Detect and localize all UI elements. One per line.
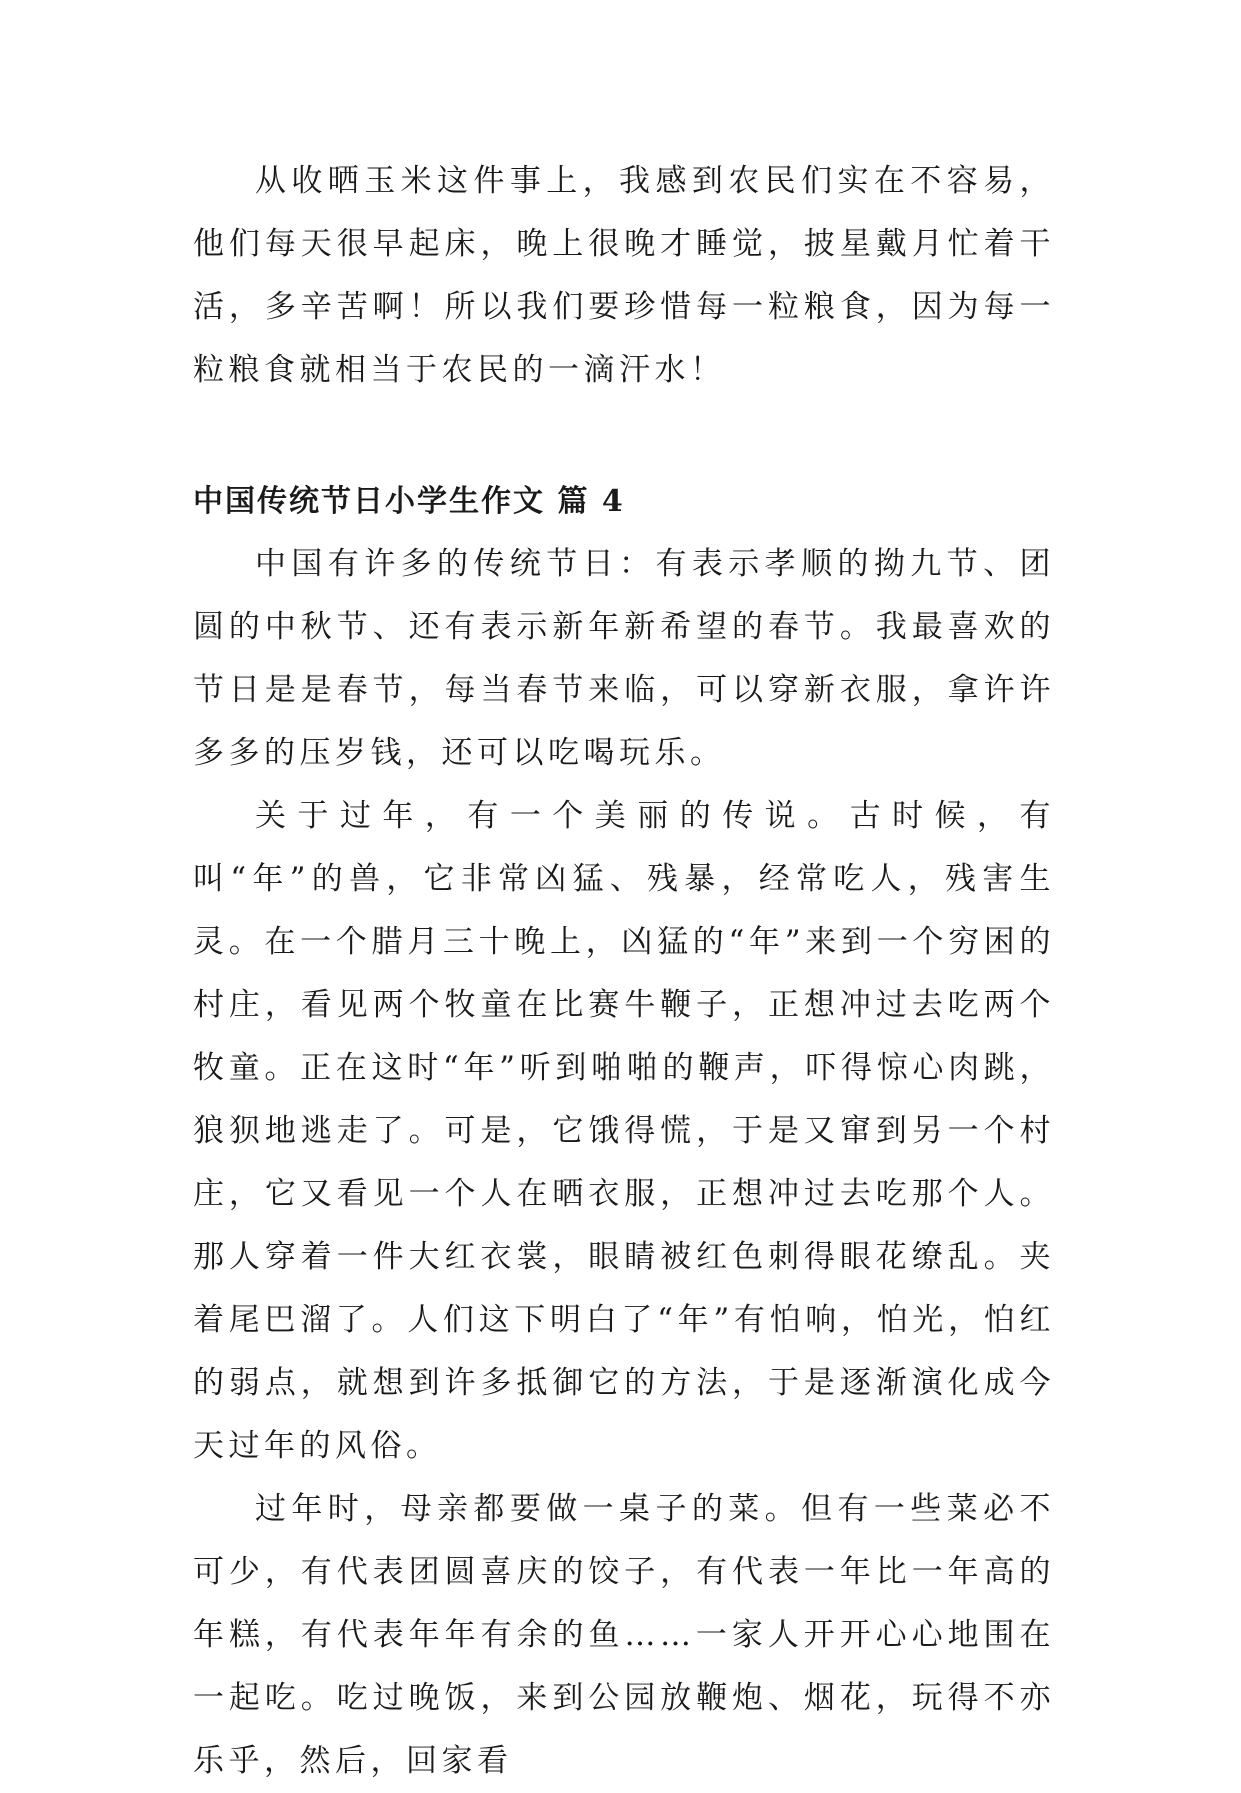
- body-paragraph-3: 过年时，母亲都要做一桌子的菜。但有一些菜必不可少，有代表团圆喜庆的饺子，有代表一年比一年高的年糕，有代表年年有余的鱼……一家人开开心心地围在一起吃。吃过晚饭，来到公园放鞭炮、烟花，玩得不亦乐乎，然后，回家看: [193, 1491, 1055, 1779]
- document-page: [193, 150, 1055, 1793]
- body-paragraph-1: 中国有许多的传统节日：有表示孝顺的拗九节、团圆的中秋节、还有表示新年新希望的春节。我最喜欢的节日是是春节，每当春节来临，可以穿新衣服，拿许许多多的压岁钱，还可以吃喝玩乐。: [193, 546, 1055, 771]
- body-paragraph-top: 从收晒玉米这件事上，我感到农民们实在不容易，他们每天很早起床，晚上很晚才睡觉，披星戴月忙着干活，多辛苦啊！所以我们要珍惜每一粒粮食，因为每一粒粮食就相当于农民的一滴汗水！: [193, 163, 1055, 388]
- section-heading: 中国传统节日小学生作文 篇 4: [193, 484, 625, 519]
- body-paragraph-2: 关于过年，有一个美丽的传说。古时候，有叫“年”的兽，它非常凶猛、残暴，经常吃人，残害生灵。在一个腊月三十晚上，凶猛的“年”来到一个穷困的村庄，看见两个牧童在比赛牛鞭子，正想冲过去吃两个牧童。正在这时“年”听到啪啪的鞭声，吓得惊心肉跳，狼狈地逃走了。可是，它饿得慌，于是又窜到另一个村庄，它又看见一个人在晒衣服，正想冲过去吃那个人。那人穿着一件大红衣裳，眼睛被红色刺得眼花缭乱。夹着尾巴溜了。人们这下明白了“年”有怕响，怕光，怕红的弱点，就想到许多抵御它的方法，于是逐渐演化成今天过年的风俗。: [193, 798, 1055, 1464]
